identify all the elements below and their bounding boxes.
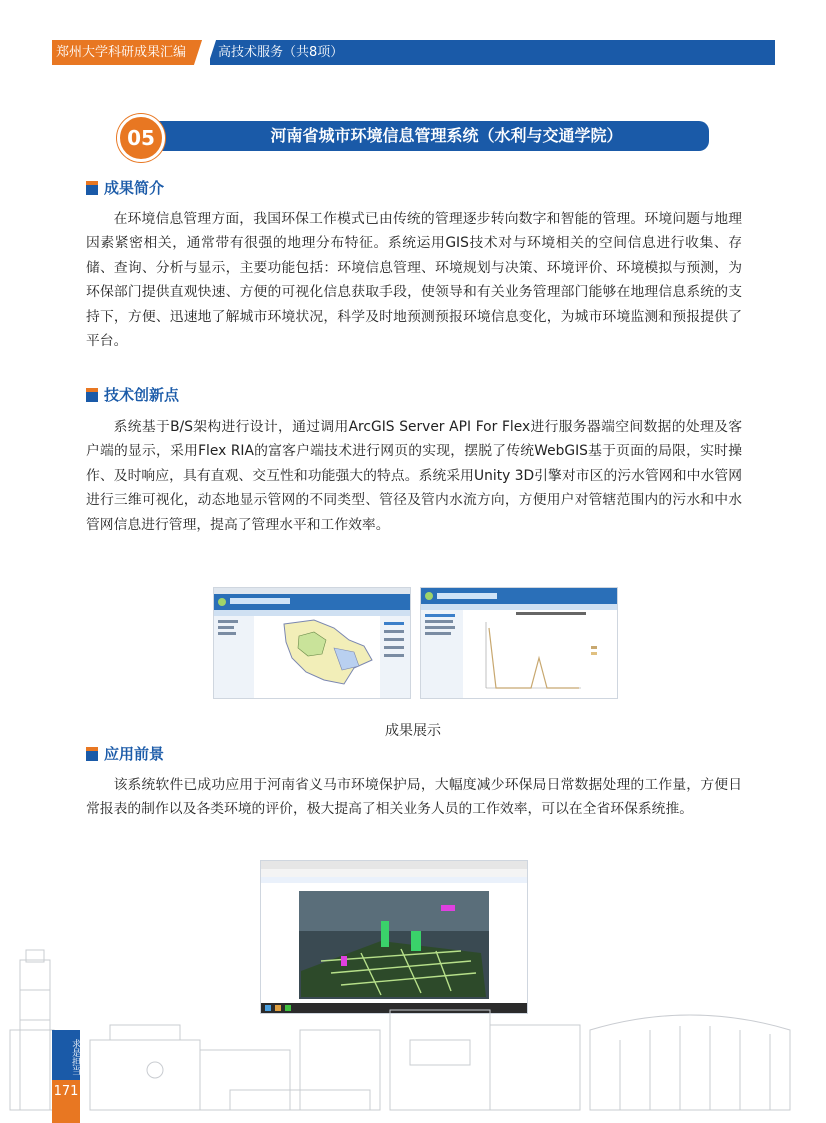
section-heading-innovation xyxy=(86,385,179,405)
section-bullet-icon xyxy=(86,747,98,761)
gis-map-illustration xyxy=(214,588,410,698)
vertical-motto: 求是担当 xyxy=(52,1030,80,1080)
header-section-title: 高技术服务（共8项） xyxy=(210,40,775,65)
prospects-paragraph: 该系统软件已成功应用于河南省义马市环境保护局，大幅度减少环保局日常数据处理的工作量，方便日常报表的制作以及各类环境的评价，极大提高了相关业务人员的工作效率，可以在全省环保系统推。 xyxy=(86,777,742,818)
section-bullet-icon xyxy=(86,388,98,402)
section-heading-prospects xyxy=(86,744,164,764)
figure-caption: 成果展示 xyxy=(385,723,441,739)
line-chart-illustration xyxy=(421,588,617,698)
section-bullet-icon xyxy=(86,181,98,195)
section-heading-text: 技术创新点 xyxy=(104,386,180,404)
section-heading-intro xyxy=(86,178,164,198)
header-book-title: 郑州大学科研成果汇编 xyxy=(52,40,204,65)
running-header xyxy=(52,40,775,65)
gis-map-screenshot xyxy=(213,587,411,699)
page-number: 171 xyxy=(53,1084,79,1099)
section-heading-text: 成果简介 xyxy=(104,179,165,197)
campus-skyline-illustration xyxy=(0,930,826,1123)
project-number-badge: 05 xyxy=(117,114,165,162)
project-title: 河南省城市环境信息管理系统（水利与交通学院） xyxy=(270,126,623,145)
chart-screenshot xyxy=(420,587,618,699)
project-title-bar xyxy=(124,121,709,151)
intro-paragraph: 在环境信息管理方面，我国环保工作模式已由传统的管理逐步转向数字和智能的管理。环境问题与地理因素紧密相关，通常带有很强的地理分布特征。系统运用GIS技术对与环境相关的空间信息进行收集、存储、查询、分析与显示，主要功能包括：环境信息管理、环境规划与决策、环境评价、环境模拟与预测，为环保部门提供直观快速、方便的可视化信息获取手段，使领导和有关业务管理部门能够在地理信息系统的支持下，方便、迅速地了解城市环境状况，科学及时地预测预报环境信息变化，为城市环境监测和预报提供了平台。 xyxy=(86,211,742,350)
section-heading-text: 应用前景 xyxy=(104,745,165,763)
innovation-paragraph: 系统基于B/S架构进行设计，通过调用ArcGIS Server API For Flex进行服务器端空间数据的处理及客户端的显示，采用Flex RIA的富客户端技术进行网页的实现，摆脱了传统WebGIS基于页面的局限，实时操作、及时响应，具有直观、交互性和功能强大的特点。系统采用Unity 3D引擎对市区的污水管网和中水管网进行三维可视化，动态地显示管网的不同类型、管径及管内水流方向，方便用户对管辖范围内的污水和中水管网信息进行管理，提高了管理水平和工作效率。 xyxy=(86,419,742,533)
